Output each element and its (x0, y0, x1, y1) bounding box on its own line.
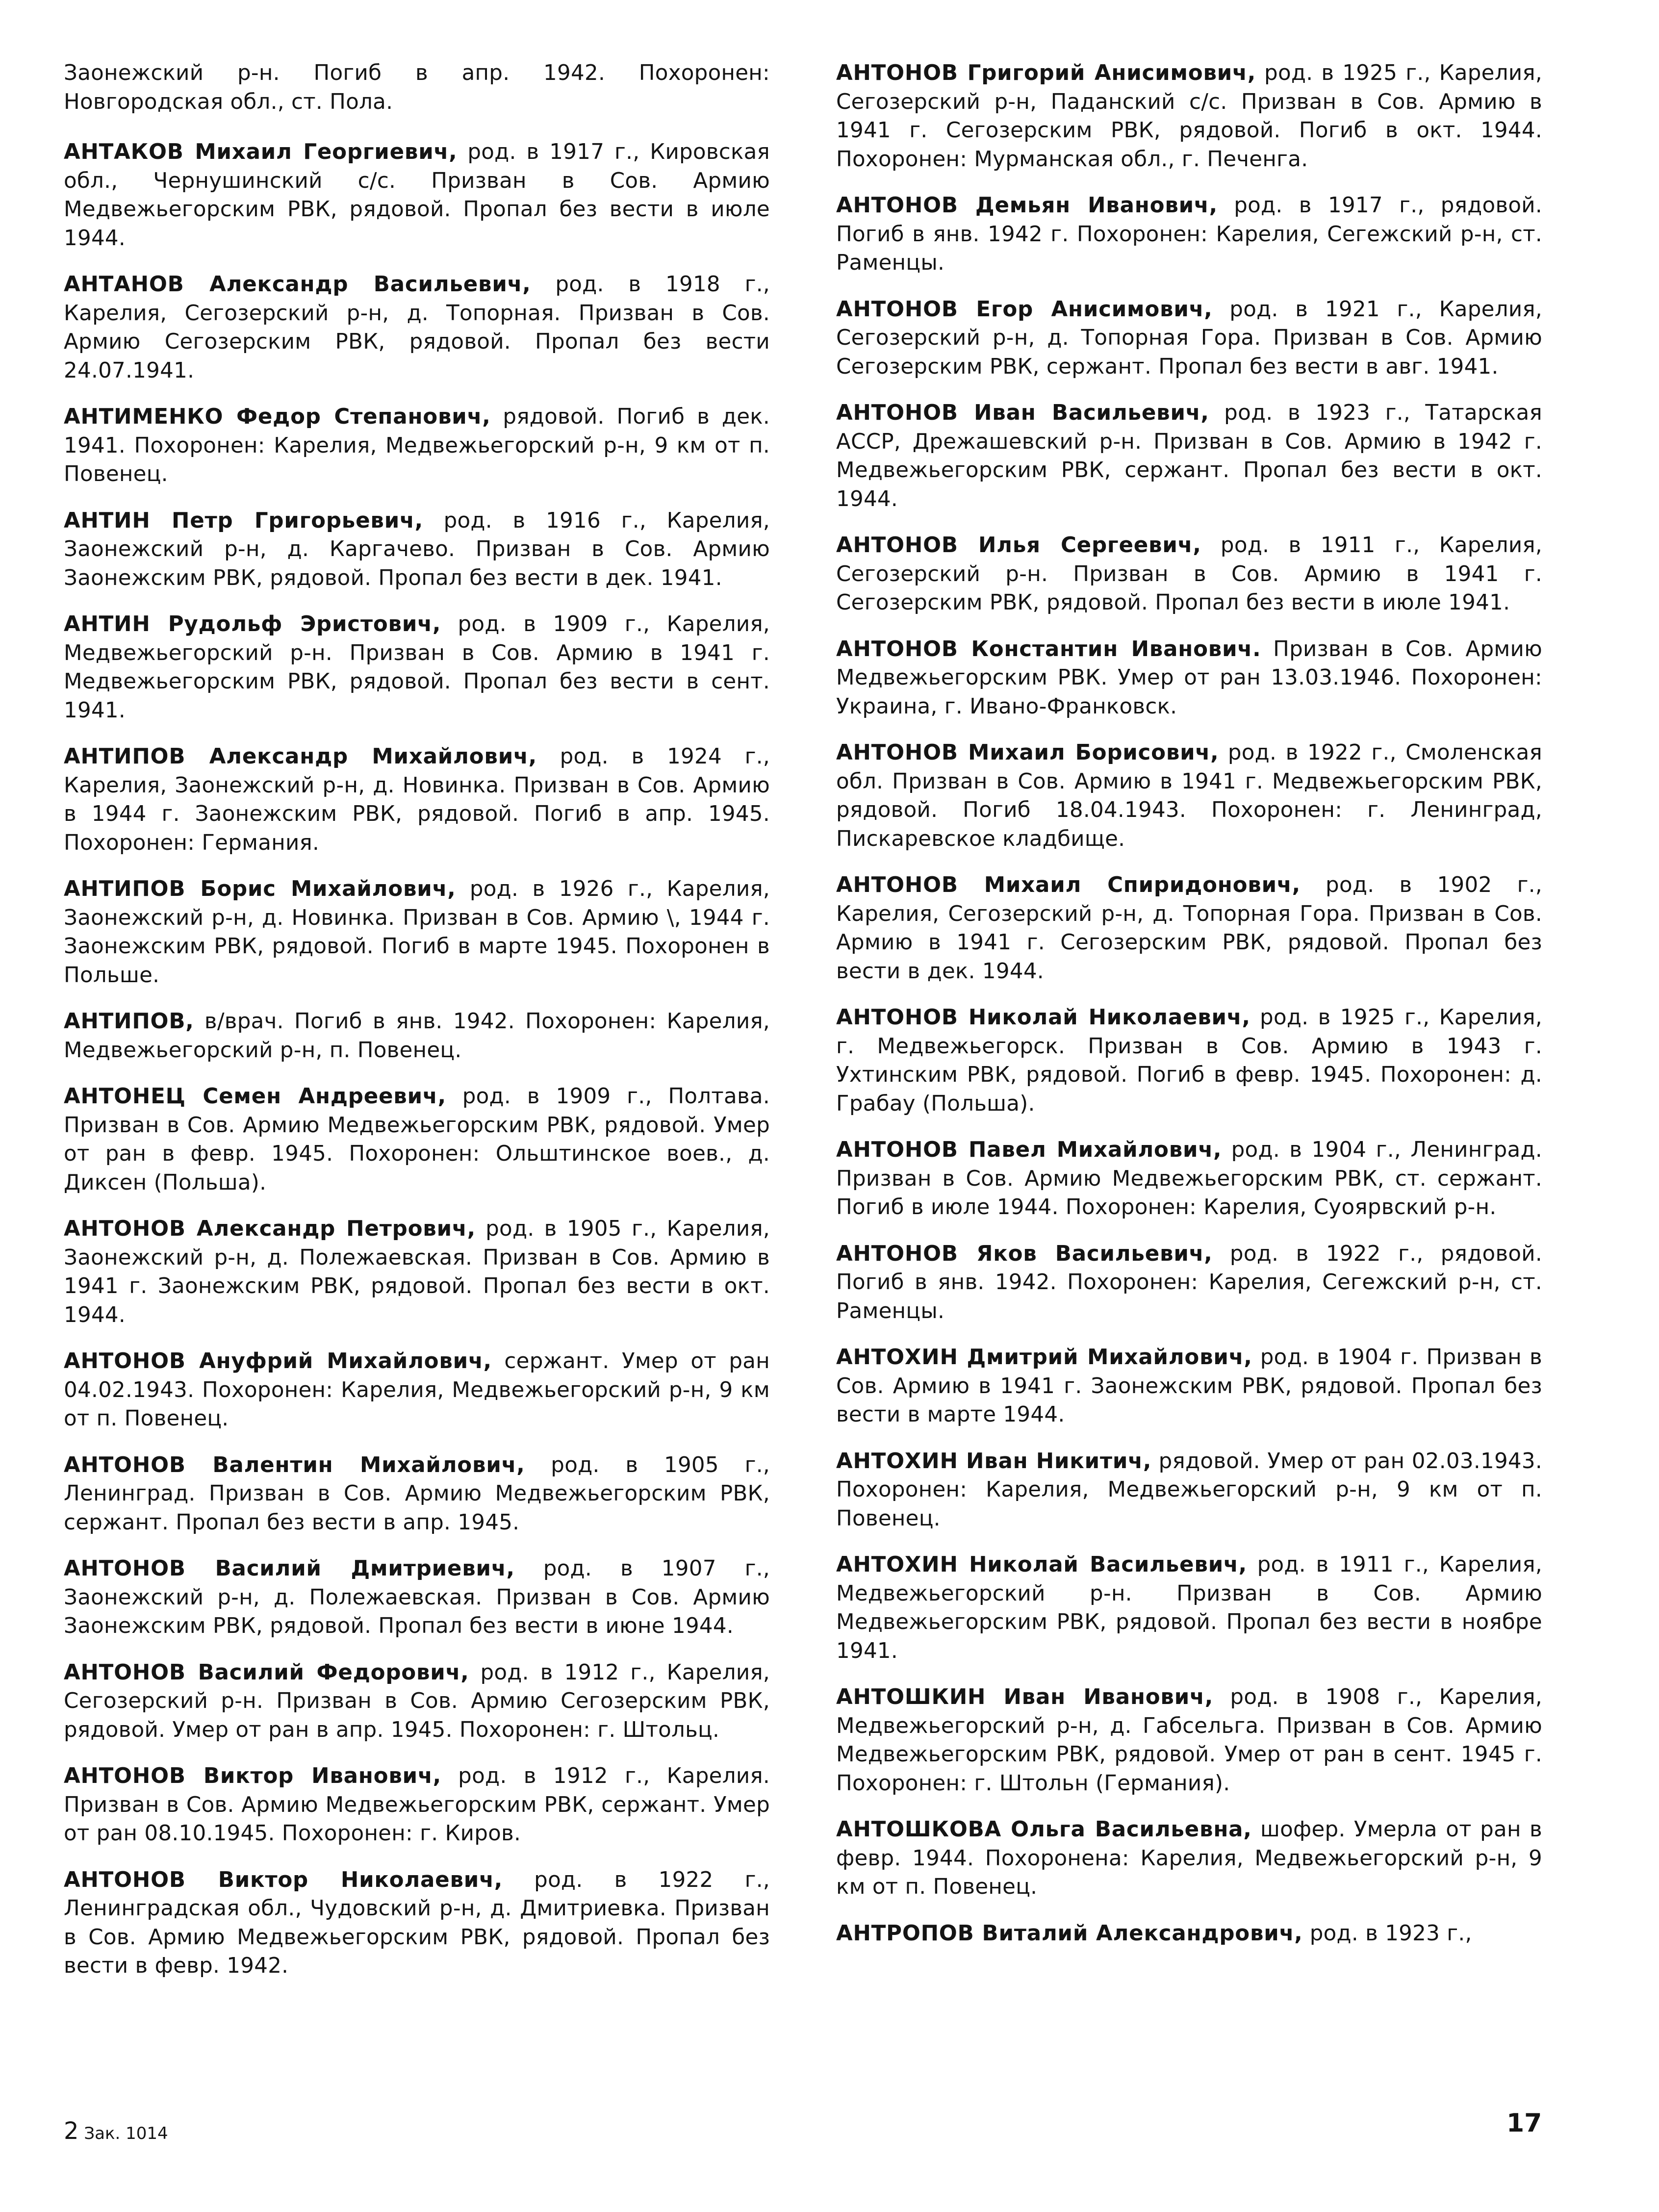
signature-text: Зак. 1014 (84, 2124, 168, 2143)
entry-name: АНТОНОВ Ануфрий Михайлович, (64, 1349, 492, 1373)
entry-name: АНТРОПОВ Виталий Александрович, (836, 1921, 1303, 1946)
list-entry (64, 1347, 770, 1433)
list-entry (836, 635, 1542, 721)
entry-name: АНТОНОВ Александр Петрович, (64, 1217, 476, 1241)
right-column (836, 59, 1542, 1965)
entry-text: сержант. Умер от ран 04.02.1943. Похоронен: Карелия, Медвежьегорский р-н, 9 км от п. Повенец. (64, 1349, 770, 1431)
entry-name: АНТИПОВ, (64, 1009, 194, 1034)
list-entry (64, 1866, 770, 1981)
entry-name: АНТОНОВ Яков Васильевич, (836, 1241, 1213, 1266)
list-entry (64, 59, 770, 116)
entry-name: АНТОШКОВА Ольга Васильевна, (836, 1817, 1252, 1842)
list-entry (836, 1919, 1542, 1948)
entry-name: АНТОХИН Иван Никитич, (836, 1449, 1152, 1474)
entry-name: АНТОНЕЦ Семен Андреевич, (64, 1084, 446, 1109)
entry-text: род. в 1922 г., Ленинградская обл., Чудовский р-н, д. Дмитриевка. Призван в Сов. Армию Медвежьегорским РВК, рядовой. Пропал без вести в февр. 1942. (64, 1867, 770, 1978)
entry-text: род. в 1909 г., Карелия, Медвежьегорский р-н. Призван в Сов. Армию в 1941 г. Медвежьегорским РВК, рядовой. Пропал без вести в сент. 1941. (64, 612, 770, 723)
page-number: 17 (1506, 2109, 1542, 2138)
list-entry (64, 742, 770, 857)
entry-name: АНТОХИН Дмитрий Михайлович, (836, 1345, 1252, 1370)
list-entry (836, 1447, 1542, 1533)
list-entry (64, 1554, 770, 1641)
entry-name: АНТОНОВ Виктор Иванович, (64, 1764, 441, 1788)
entry-name: АНТОНОВ Михаил Борисович, (836, 740, 1219, 765)
entry-name: АНТОНОВ Иван Васильевич, (836, 401, 1209, 425)
entry-text: род. в 1912 г., Карелия. Призван в Сов. Армию Медвежьегорским РВК, сержант. Умер от ран 08.10.1945. Похоронен: г. Киров. (64, 1764, 770, 1846)
list-entry (64, 610, 770, 725)
entry-name: АНТОШКИН Иван Иванович, (836, 1685, 1214, 1709)
entry-text: шофер. Умерла от ран в февр. 1944. Похоронена: Карелия, Медвежьегорский р-н, 9 км от п. Повенец. (836, 1817, 1542, 1899)
list-entry (64, 1082, 770, 1197)
entry-name: АНТАКОВ Михаил Георгиевич, (64, 140, 458, 164)
entry-text: род. в 1918 г., Карелия, Сегозерский р-н, д. Топорная. Призван в Сов. Армию Сегозерским РВК, рядовой. Пропал без вести 24.07.1941. (64, 272, 770, 383)
list-entry (836, 1240, 1542, 1326)
entry-text: род. в 1917 г., рядовой. Погиб в янв. 1942 г. Похоронен: Карелия, Сегежский р-н, ст. Раменцы. (836, 193, 1543, 275)
entry-text: род. в 1912 г., Карелия, Сегозерский р-н. Призван в Сов. Армию Сегозерским РВК, рядовой. Умер от ран в апр. 1945. Похоронен: г. Штольц. (64, 1660, 770, 1742)
list-entry (836, 871, 1542, 986)
entry-name: АНТИН Петр Григорьевич, (64, 508, 423, 533)
left-column (64, 59, 770, 1998)
entry-text: Призван в Сов. Армию Медвежьегорским РВК. Умер от ран 13.03.1946. Похоронен: Украина, г. Ивано-Франковск. (836, 636, 1542, 719)
list-entry (64, 1215, 770, 1329)
entry-name: АНТОНОВ Валентин Михайлович, (64, 1452, 525, 1477)
entry-text: род. в 1922 г., Смоленская обл. Призван в Сов. Армию в 1941 г. Медвежьегорским РВК, рядовой. Погиб 18.04.1943. Похоронен: г. Ленинград, Пискаревское кладбище. (836, 740, 1542, 851)
entry-name: АНТОНОВ Илья Сергеевич, (836, 533, 1201, 558)
entry-text: род. в 1908 г., Карелия, Медвежьегорский р-н, д. Габсельга. Призван в Сов. Армию Медвежьегорским РВК, рядовой. Умер от ран в сент. 1945 г. Похоронен: г. Штольн (Германия). (836, 1685, 1542, 1796)
entry-text: род. в 1905 г., Карелия, Заонежский р-н, д. Полежаевская. Призван в Сов. Армию в 1941 г. Заонежским РВК, рядовой. Пропал без вести в окт. 1944. (64, 1217, 770, 1327)
entry-name: АНТИМЕНКО Федор Степанович, (64, 405, 491, 429)
list-entry (64, 1451, 770, 1537)
entry-text: рядовой. Умер от ран 02.03.1943. Похоронен: Карелия, Медвежьегорский р-н, 9 км от п. Повенец. (836, 1449, 1542, 1531)
list-entry (836, 191, 1542, 278)
entry-text: род. в 1916 г., Карелия, Заонежский р-н, д. Каргачево. Призван в Сов. Армию Заонежским РВК, рядовой. Пропал без вести в дек. 1941. (64, 508, 770, 590)
entry-text: род. в 1909 г., Полтава. Призван в Сов. Армию Медвежьегорским РВК, рядовой. Умер от ран в февр. 1945. Похоронен: Ольштинское воев., д. Диксен (Польша). (64, 1084, 770, 1195)
entry-text: в/врач. Погиб в янв. 1942. Похоронен: Карелия, Медвежьегорский р-н, п. Повенец. (64, 1009, 770, 1063)
list-entry (64, 270, 770, 385)
entry-text: род. в 1922 г., рядовой. Погиб в янв. 1942. Похоронен: Карелия, Сегежский р-н, ст. Раменцы. (836, 1241, 1542, 1323)
list-entry (836, 1003, 1542, 1118)
entry-name: АНТОНОВ Григорий Анисимович, (836, 61, 1256, 85)
list-entry (836, 295, 1542, 381)
list-entry (836, 1136, 1542, 1222)
entry-name: АНТОНОВ Демьян Иванович, (836, 193, 1218, 218)
list-entry (836, 738, 1542, 853)
list-entry (836, 59, 1542, 174)
entry-text: род. в 1921 г., Карелия, Сегозерский р-н, д. Топорная Гора. Призван в Сов. Армию Сегозерским РВК, сержант. Пропал без вести в авг. 1941. (836, 297, 1542, 379)
list-entry (64, 1658, 770, 1745)
entry-text: род. в 1923 г., (1302, 1921, 1472, 1946)
entry-text: род. в 1907 г., Заонежский р-н, д. Полежаевская. Призван в Сов. Армию Заонежским РВК, рядовой. Пропал без вести в июне 1944. (64, 1556, 770, 1638)
list-entry (64, 1762, 770, 1848)
signature-number: 2 (64, 2117, 79, 2145)
list-entry (836, 1551, 1542, 1665)
entry-name: АНТОНОВ Василий Дмитриевич, (64, 1556, 515, 1581)
list-entry (836, 531, 1542, 617)
entry-text: род. в 1925 г., Карелия, г. Медвежьегорск. Призван в Сов. Армию в 1943 г. Ухтинским РВК, рядовой. Погиб в февр. 1945. Похоронен: д. Грабау (Польша). (836, 1005, 1542, 1116)
entry-text: род. в 1902 г., Карелия, Сегозерский р-н, д. Топорная Гора. Призван в Сов. Армию в 1941 г. Сегозерским РВК, рядовой. Пропал без вести в дек. 1944. (836, 873, 1542, 984)
list-entry (64, 138, 770, 253)
entry-name: АНТАНОВ Александр Васильевич, (64, 272, 531, 297)
entry-name: АНТИН Рудольф Эристович, (64, 612, 441, 636)
entry-name: АНТОНОВ Павел Михайлович, (836, 1138, 1222, 1162)
list-entry (64, 1007, 770, 1065)
list-entry (836, 399, 1542, 513)
entry-text: род. в 1917 г., Кировская обл., Чернушинский с/с. Призван в Сов. Армию Медвежьегорским РВК, рядовой. Пропал без вести в июле 1944. (64, 140, 770, 251)
entry-name: АНТОНОВ Константин Иванович. (836, 636, 1261, 661)
entry-text: род. в 1926 г., Карелия, Заонежский р-н, д. Новинка. Призван в Сов. Армию \, 1944 г. Заонежским РВК, рядовой. Погиб в марте 1945. Похоронен в Польше. (64, 877, 770, 988)
list-entry (64, 507, 770, 593)
entry-name: АНТОНОВ Виктор Николаевич, (64, 1867, 503, 1892)
list-entry (836, 1683, 1542, 1798)
entry-name: АНТОХИН Николай Васильевич, (836, 1552, 1247, 1577)
entry-name: АНТОНОВ Николай Николаевич, (836, 1005, 1251, 1030)
entry-text: рядовой. Погиб в дек. 1941. Похоронен: Карелия, Медвежьегорский р-н, 9 км от п. Повенец. (64, 405, 770, 486)
entry-name: АНТИПОВ Александр Михайлович, (64, 744, 537, 769)
list-entry (836, 1343, 1542, 1429)
entry-text: род. в 1911 г., Карелия, Медвежьегорский р-н. Призван в Сов. Армию Медвежьегорским РВК, рядовой. Пропал без вести в ноябре 1941. (836, 1552, 1542, 1663)
entry-name: АНТОНОВ Василий Федорович, (64, 1660, 469, 1685)
entry-text: род. в 1904 г. Призван в Сов. Армию в 1941 г. Заонежским РВК, рядовой. Пропал без вести в марте 1944. (836, 1345, 1542, 1427)
entry-text: род. в 1923 г., Татарская АССР, Дрежашевский р-н. Призван в Сов. Армию в 1942 г. Медвежьегорским РВК, сержант. Пропал без вести в окт. 1944. (836, 401, 1542, 511)
entry-text: род. в 1904 г., Ленинград. Призван в Сов. Армию Медвежьегорским РВК, ст. сержант. Погиб в июле 1944. Похоронен: Карелия, Суоярвский р-н. (836, 1138, 1542, 1220)
list-entry (64, 875, 770, 990)
entry-text: род. в 1924 г., Карелия, Заонежский р-н, д. Новинка. Призван в Сов. Армию в 1944 г. Заонежским РВК, рядовой. Погиб в апр. 1945. Похоронен: Германия. (64, 744, 770, 855)
entry-text: Заонежский р-н. Погиб в апр. 1942. Похоронен: Новгородская обл., ст. Пола. (64, 61, 770, 114)
entry-text: род. в 1925 г., Карелия, Сегозерский р-н, Паданский с/с. Призван в Сов. Армию в 1941 г. Сегозерским РВК, рядовой. Погиб в окт. 1944. Похоронен: Мурманская обл., г. Печенга. (836, 61, 1542, 172)
entry-name: АНТИПОВ Борис Михайлович, (64, 877, 456, 901)
entry-text: род. в 1905 г., Ленинград. Призван в Сов. Армию Медвежьегорским РВК, сержант. Пропал без вести в апр. 1945. (64, 1452, 770, 1535)
list-entry (836, 1815, 1542, 1902)
list-entry (64, 403, 770, 489)
entry-text: род. в 1911 г., Карелия, Сегозерский р-н. Призван в Сов. Армию в 1941 г. Сегозерским РВК, рядовой. Пропал без вести в июле 1941. (836, 533, 1542, 615)
printer-signature (64, 2117, 168, 2145)
entry-name: АНТОНОВ Михаил Спиридонович, (836, 873, 1301, 897)
entry-name: АНТОНОВ Егор Анисимович, (836, 297, 1213, 322)
